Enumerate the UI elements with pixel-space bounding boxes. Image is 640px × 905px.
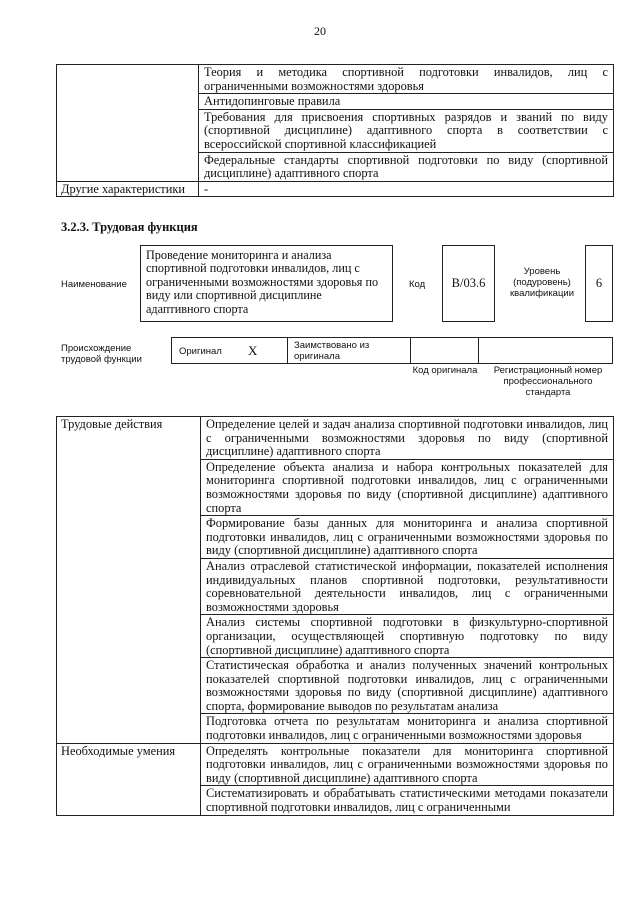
table-row [57, 743, 614, 786]
knowledge-continuation-table [56, 64, 614, 197]
code-value-box: В/03.6 [442, 245, 495, 322]
table-cell: Федеральные стандарты спортивной подготовки по виду (спортивной дисциплине) адаптивного спорта [199, 152, 614, 181]
table-row [57, 181, 614, 197]
level-value-box: 6 [585, 245, 613, 322]
labor-action-cell: Определение объекта анализа и набора контрольных показателей для мониторинга спортивной подготовки инвалидов, лиц с ограниченными возможностями здоровья по виду (спортивной дисциплине) адаптивного спорта [201, 459, 614, 515]
labor-action-cell: Статистическая обработка и анализ полученных значений контрольных показателей спортивной подготовки инвалидов, лиц с ограниченными возможностями здоровья по виду (спортивной дисциплине) адаптивного спорта, формирование выводов по результатам анализа [201, 658, 614, 714]
other-characteristics-label: Другие характеристики [57, 181, 199, 197]
original-code-caption: Код оригинала [412, 365, 478, 376]
origin-label: Происхождение трудовой функции [61, 343, 142, 365]
page-number: 20 [314, 24, 326, 38]
required-skills-label: Необходимые умения [57, 743, 201, 815]
name-label: Наименование [61, 279, 127, 290]
labor-action-cell: Подготовка отчета по результатам мониторинга и анализа спортивной подготовки инвалидов, лиц с ограниченными возможностями здоровья [201, 714, 614, 743]
labor-action-cell: Анализ системы спортивной подготовки в физкультурно-спортивной организации, осуществляющей спортивную подготовку по виду (спортивной дисциплине) адаптивного спорта [201, 615, 614, 658]
registration-number-caption: Регистрационный номер профессионального стандарта [493, 365, 603, 398]
registration-number-cell [478, 337, 613, 364]
code-label: Код [409, 279, 426, 290]
original-cell [171, 337, 288, 364]
table-cell: Антидопинговые правила [199, 94, 614, 110]
borrowed-label: Заимствовано из оригинала [294, 340, 370, 362]
function-name-box: Проведение мониторинга и анализа спортивной подготовки инвалидов, лиц с ограниченными возможностями здоровья по виду или спортивной дисциплине адаптивного спорта [140, 245, 393, 322]
original-label: Оригинал [179, 346, 222, 357]
labor-function-table [56, 416, 614, 816]
level-label: Уровень (подуровень) квалификации [509, 266, 575, 299]
table-cell: Теория и методика спортивной подготовки инвалидов, лиц с ограниченными возможностями здоровья [199, 65, 614, 94]
original-mark: X [248, 343, 258, 358]
table-cell: Требования для присвоения спортивных разрядов и званий по виду (спортивной дисциплине) адаптивного спорта в соответствии с всероссийской спортивной классификацией [199, 109, 614, 152]
labor-action-cell: Формирование базы данных для мониторинга и анализа спортивной подготовки инвалидов, лиц с ограниченными возможностями здоровья по виду (спортивной дисциплине) адаптивного спорта [201, 516, 614, 559]
skill-cell: Определять контрольные показатели для мониторинга спортивной подготовки инвалидов, лиц с ограниченными возможностями здоровья по виду (спортивной дисциплине) адаптивного спорта [201, 743, 614, 786]
other-characteristics-value: - [199, 181, 614, 197]
table-row [57, 65, 614, 94]
section-title: 3.2.3. Трудовая функция [61, 220, 198, 234]
labor-action-cell: Анализ отраслевой статистической информации, показателей исполнения индивидуальных планов спортивной подготовки, результативности соревновательной деятельности инвалидов, лиц с ограниченными возможностями здоровья [201, 558, 614, 614]
original-code-cell [410, 337, 479, 364]
labor-action-cell: Определение целей и задач анализа спортивной подготовки инвалидов, лиц с ограниченными возможностями здоровья по виду (спортивной дисциплине) адаптивного спорта [201, 417, 614, 460]
borrowed-cell [287, 337, 411, 364]
labor-actions-label: Трудовые действия [57, 417, 201, 744]
table-row [57, 417, 614, 460]
empty-label-cell [57, 65, 199, 182]
origin-row [171, 337, 613, 364]
skill-cell: Систематизировать и обрабатывать статистическими методами показатели спортивной подготовки инвалидов, лиц с ограниченными [201, 786, 614, 815]
